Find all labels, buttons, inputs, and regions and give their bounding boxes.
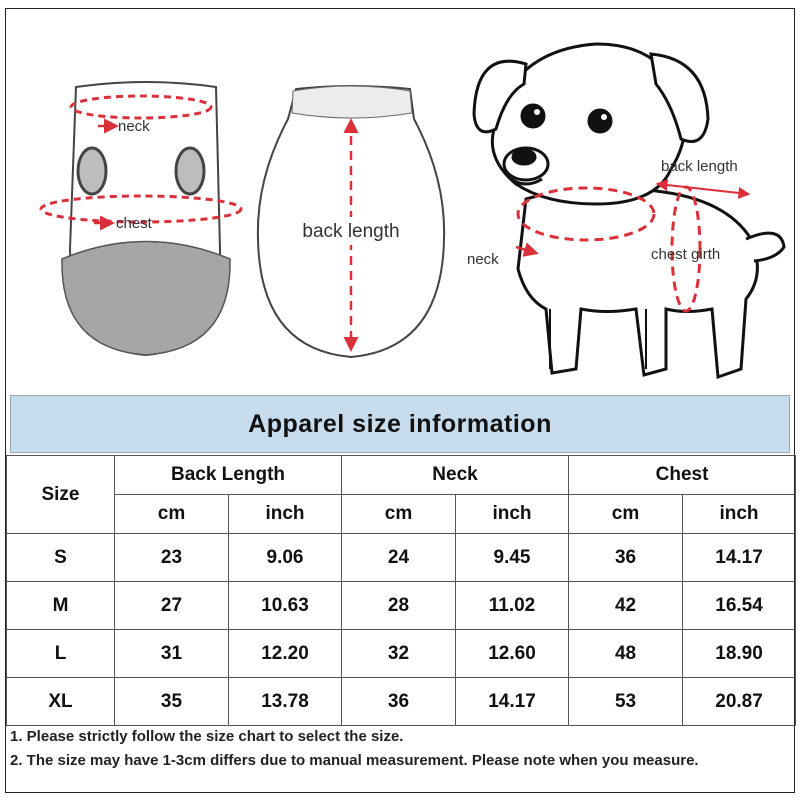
group-header-chest: Chest: [569, 456, 796, 495]
size-cell: M: [7, 582, 115, 630]
value-cell: 14.17: [456, 678, 569, 726]
value-cell: 9.45: [456, 534, 569, 582]
size-cell: L: [7, 630, 115, 678]
vest-front-neck-label: neck: [118, 118, 150, 135]
table-header-row: [7, 456, 796, 495]
group-header-back-length: Back Length: [115, 456, 342, 495]
value-cell: 13.78: [229, 678, 342, 726]
group-header-neck: Neck: [342, 456, 569, 495]
value-cell: 32: [342, 630, 456, 678]
value-cell: 12.60: [456, 630, 569, 678]
dog-neck-label: neck: [467, 251, 499, 268]
value-cell: 10.63: [229, 582, 342, 630]
vest-front-chest-label: chest: [116, 215, 152, 232]
value-cell: 36: [569, 534, 683, 582]
unit-header: cm: [115, 495, 229, 534]
table-row: [7, 630, 796, 678]
value-cell: 11.02: [456, 582, 569, 630]
note-1: 1. Please strictly follow the size chart to select the size.: [10, 728, 404, 745]
value-cell: 53: [569, 678, 683, 726]
table-title: Apparel size information: [10, 395, 790, 453]
unit-header: inch: [683, 495, 796, 534]
table-row: [7, 534, 796, 582]
illustration-panel: [6, 9, 796, 387]
notes: [10, 725, 790, 773]
vest-back-illustration: [258, 86, 444, 357]
table-row: [7, 582, 796, 630]
value-cell: 27: [115, 582, 229, 630]
size-chart-frame: [5, 8, 795, 793]
unit-header: inch: [229, 495, 342, 534]
note-2: 2. The size may have 1-3cm differs due to manual measurement. Please note when you measure.: [10, 752, 699, 769]
unit-header: inch: [456, 495, 569, 534]
value-cell: 12.20: [229, 630, 342, 678]
size-cell: XL: [7, 678, 115, 726]
value-cell: 31: [115, 630, 229, 678]
value-cell: 28: [342, 582, 456, 630]
vest-front-illustration: [41, 82, 241, 355]
value-cell: 9.06: [229, 534, 342, 582]
value-cell: 14.17: [683, 534, 796, 582]
value-cell: 36: [342, 678, 456, 726]
table-row: [7, 678, 796, 726]
value-cell: 20.87: [683, 678, 796, 726]
size-table: [6, 455, 796, 726]
value-cell: 42: [569, 582, 683, 630]
illustration-svg: [6, 9, 796, 387]
vest-back-length-label: back length: [302, 221, 400, 242]
unit-header: cm: [342, 495, 456, 534]
dog-back-length-label: back length: [661, 158, 738, 175]
size-column-header: Size: [7, 456, 115, 534]
value-cell: 48: [569, 630, 683, 678]
value-cell: 24: [342, 534, 456, 582]
size-cell: S: [7, 534, 115, 582]
unit-header: cm: [569, 495, 683, 534]
value-cell: 23: [115, 534, 229, 582]
value-cell: 16.54: [683, 582, 796, 630]
value-cell: 35: [115, 678, 229, 726]
unit-header-row: [7, 495, 796, 534]
value-cell: 18.90: [683, 630, 796, 678]
dog-illustration: [474, 44, 784, 377]
dog-chest-girth-label: chest girth: [651, 246, 721, 263]
